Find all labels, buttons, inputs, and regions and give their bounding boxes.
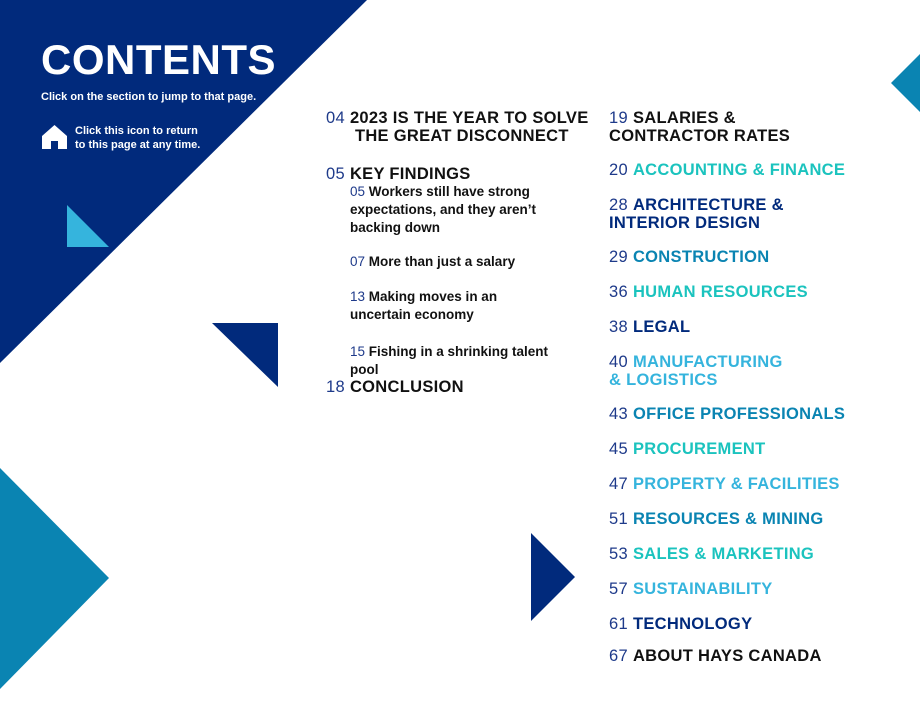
toc-section-label — [350, 165, 471, 183]
toc-page-number: 53 — [609, 545, 628, 563]
toc-section-label — [633, 161, 845, 179]
toc-subsection[interactable] — [350, 343, 580, 379]
toc-label-line: CONTRACTOR RATES — [609, 127, 791, 145]
toc-label-line: OFFICE PROFESSIONALS — [632, 405, 846, 423]
toc-label-line: PROCUREMENT — [632, 440, 766, 458]
toc-entry[interactable] — [609, 196, 784, 232]
toc-entry[interactable] — [609, 647, 822, 665]
toc-page-number: 20 — [609, 161, 628, 179]
toc-section-label — [350, 109, 589, 145]
toc-page-number: 05 — [350, 184, 369, 199]
toc-subsection[interactable] — [350, 288, 510, 324]
toc-entry[interactable] — [326, 378, 464, 396]
toc-entry[interactable] — [609, 615, 752, 633]
toc-section-label — [633, 405, 845, 423]
toc-page-number: 43 — [609, 405, 628, 423]
toc-page-number: 57 — [609, 580, 628, 598]
toc-entry[interactable] — [609, 248, 769, 266]
home-note-line1: Click this icon to return — [75, 125, 198, 137]
toc-section-label — [633, 248, 770, 266]
toc-section-label — [633, 510, 824, 528]
toc-entry[interactable] — [609, 510, 824, 528]
home-icon[interactable] — [41, 124, 68, 149]
toc-label-line: CONSTRUCTION — [632, 248, 770, 266]
toc-entry[interactable] — [326, 165, 471, 183]
toc-subsection-label: Fishing in a shrinking talent pool — [350, 344, 549, 377]
toc-section-label — [633, 475, 840, 493]
toc-label-line: & LOGISTICS — [609, 371, 718, 389]
toc-section-label — [350, 378, 464, 396]
home-note — [75, 124, 225, 152]
toc-label-line: HUMAN RESOURCES — [632, 283, 808, 301]
toc-section-label — [633, 615, 752, 633]
toc-page-number: 38 — [609, 318, 628, 336]
toc-subsection[interactable] — [350, 183, 580, 237]
toc-label-line: TECHNOLOGY — [632, 615, 753, 633]
toc-page-number: 67 — [609, 647, 628, 665]
navy-mid-triangle — [212, 323, 278, 387]
page-subtitle: Click on the section to jump to that page. — [41, 91, 257, 103]
toc-label-line: LEGAL — [632, 318, 691, 336]
toc-page-number: 29 — [609, 248, 628, 266]
toc-entry[interactable] — [609, 353, 783, 389]
toc-section-label — [633, 283, 808, 301]
toc-label-line — [609, 353, 783, 371]
toc-page-number: 15 — [350, 344, 369, 359]
toc-entry[interactable] — [609, 440, 766, 458]
navy-arrow-triangle — [531, 533, 575, 621]
toc-page-number: 05 — [326, 165, 345, 183]
teal-right-diamond — [891, 54, 920, 112]
toc-label-line — [609, 109, 790, 127]
toc-label-line — [609, 196, 784, 214]
toc-label-line: CONCLUSION — [349, 378, 464, 396]
toc-label-line: SALES & MARKETING — [632, 545, 815, 563]
toc-section-label — [633, 647, 822, 665]
toc-label-line: SALARIES & — [632, 109, 736, 127]
toc-subsection[interactable] — [350, 253, 580, 271]
toc-page-number: 13 — [350, 289, 369, 304]
toc-subsection-label: Making moves in an uncertain economy — [350, 289, 498, 322]
toc-page-number: 07 — [350, 254, 369, 269]
toc-page-number: 19 — [609, 109, 628, 127]
toc-page-number: 45 — [609, 440, 628, 458]
toc-label-line: THE GREAT DISCONNECT — [354, 127, 569, 145]
page-title: CONTENTS — [41, 36, 276, 83]
toc-entry[interactable] — [609, 405, 845, 423]
toc-label-line: KEY FINDINGS — [349, 165, 471, 183]
toc-label-line: PROPERTY & FACILITIES — [632, 475, 840, 493]
toc-label-line: MANUFACTURING — [632, 353, 783, 371]
toc-entry[interactable] — [609, 283, 808, 301]
toc-label-line: SUSTAINABILITY — [632, 580, 773, 598]
toc-entry[interactable] — [609, 545, 814, 563]
toc-section-label — [633, 580, 773, 598]
toc-entry[interactable] — [609, 161, 845, 179]
teal-bottom-triangle — [0, 468, 109, 689]
toc-page-number: 61 — [609, 615, 628, 633]
toc-entry[interactable] — [609, 318, 690, 336]
toc-label-line: INTERIOR DESIGN — [609, 214, 761, 232]
toc-label-line: ABOUT HAYS CANADA — [632, 647, 822, 665]
toc-entry[interactable] — [609, 109, 790, 145]
toc-label-line: ARCHITECTURE & — [632, 196, 784, 214]
toc-subsection-label: More than just a salary — [368, 254, 516, 269]
toc-section-label — [633, 318, 690, 336]
toc-page-number: 28 — [609, 196, 628, 214]
toc-label-line: RESOURCES & MINING — [632, 510, 824, 528]
toc-subsection-label: Workers still have strong expectations, and they aren’t backing down — [350, 184, 537, 235]
toc-entry[interactable] — [609, 580, 773, 598]
toc-label-line: 2023 IS THE YEAR TO SOLVE — [349, 109, 589, 127]
toc-entry[interactable] — [609, 475, 840, 493]
toc-page-number: 40 — [609, 353, 628, 371]
toc-page-number: 47 — [609, 475, 628, 493]
toc-section-label — [633, 545, 814, 563]
toc-page-number: 04 — [326, 109, 345, 127]
toc-page-number: 18 — [326, 378, 345, 396]
toc-entry[interactable] — [326, 109, 589, 145]
home-note-line2: to this page at any time. — [75, 139, 201, 151]
toc-page-number: 36 — [609, 283, 628, 301]
toc-section-label — [633, 440, 766, 458]
toc-label-line: ACCOUNTING & FINANCE — [632, 161, 846, 179]
toc-page-number: 51 — [609, 510, 628, 528]
